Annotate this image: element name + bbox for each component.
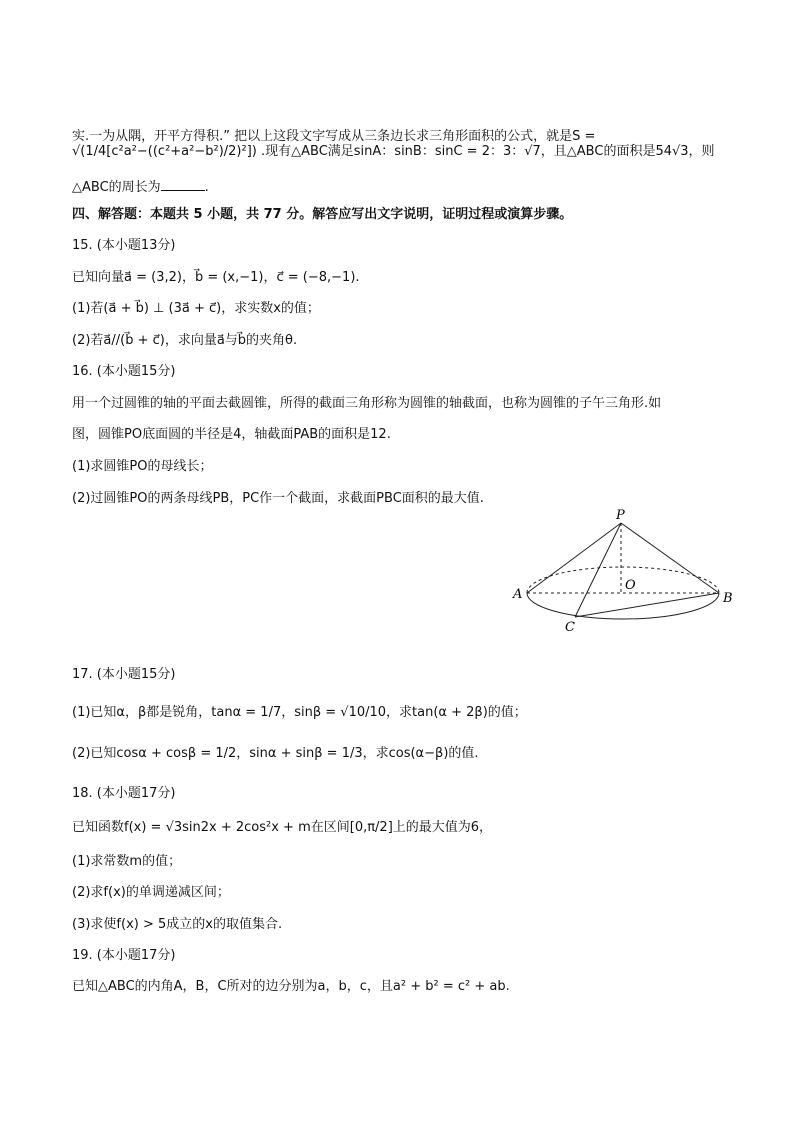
q18-part3: (3)求使f(x) > 5成立的x的取值集合. — [72, 917, 283, 932]
base-ellipse-front — [527, 593, 719, 619]
q18-stem: 已知函数f(x) = √3sin2x + 2cos²x + m在区间[0,π/2]上的最大值为6， — [72, 820, 493, 835]
q17-part2: (2)已知cosα + cosβ = 1/2，sinα + sinβ = 1/3，求cos(α−β)的值. — [72, 746, 479, 761]
q15-part2: (2)若a⃗//(b⃗ + c⃗)，求向量a⃗与b⃗的夹角θ. — [72, 333, 298, 348]
chord-CB — [575, 593, 719, 617]
generatrix-PA — [527, 523, 621, 593]
q16-part1: (1)求圆锥PO的母线长； — [72, 459, 213, 474]
section-four-heading: 四、解答题：本题共 5 小题，共 77 分。解答应写出文字说明，证明过程或演算步骤。 — [72, 207, 573, 222]
cone-figure — [505, 505, 735, 639]
q16-stem-1: 用一个过圆锥的轴的平面去截圆锥，所得的截面三角形称为圆锥的轴截面，也称为圆锥的子午三角形.如 — [72, 396, 662, 411]
intro-line-1: 实.一为从隅，开平方得积.” 把以上这段文字写成从三条边长求三角形面积的公式，就是S = — [72, 129, 596, 144]
label-C: C — [565, 620, 575, 635]
q15-header: 15. (本小题13分) — [72, 238, 176, 253]
q18-header: 18. (本小题17分) — [72, 786, 176, 801]
label-P: P — [616, 508, 625, 523]
answer-blank — [161, 176, 205, 191]
q19-header: 19. (本小题17分) — [72, 948, 176, 963]
q18-part2: (2)求f(x)的单调递减区间； — [72, 885, 230, 900]
generatrix-PB — [621, 523, 719, 593]
label-O: O — [625, 578, 636, 593]
intro-line-3-end: . — [204, 180, 209, 195]
q15-part1: (1)若(a⃗ + b⃗) ⊥ (3a⃗ + c⃗)，求实数x的值； — [72, 301, 320, 316]
q18-part1: (1)求常数m的值； — [72, 854, 182, 869]
intro-line-3 — [72, 176, 209, 198]
q16-part2: (2)过圆锥PO的两条母线PB，PC作一个截面，求截面PBC面积的最大值. — [72, 491, 484, 506]
intro-line-3-text: △ABC的周长为 — [72, 180, 161, 195]
label-B: B — [723, 591, 733, 606]
intro-line-2: √(1/4[c²a²−((c²+a²−b²)/2)²]) .现有△ABC满足sinA：sinB：sinC = 2：3：√7，且△ABC的面积是54√3，则 — [72, 144, 715, 159]
label-A: A — [513, 587, 523, 602]
q15-stem: 已知向量a⃗ = (3,2)，b⃗ = (x,−1)，c⃗ = (−8,−1). — [72, 270, 360, 285]
cone-diagram — [505, 505, 735, 635]
q16-header: 16. (本小题15分) — [72, 364, 176, 379]
q19-stem: 已知△ABC的内角A，B，C所对的边分别为a，b，c，且a² + b² = c² + ab. — [72, 979, 510, 994]
q17-part1: (1)已知α，β都是锐角，tanα = 1/7，sinβ = √10/10，求tan(α + 2β)的值； — [72, 705, 527, 720]
q17-header: 17. (本小题15分) — [72, 667, 176, 682]
q16-stem-2: 图，圆锥PO底面圆的半径是4，轴截面PAB的面积是12. — [72, 427, 391, 442]
base-ellipse-back — [527, 567, 719, 593]
